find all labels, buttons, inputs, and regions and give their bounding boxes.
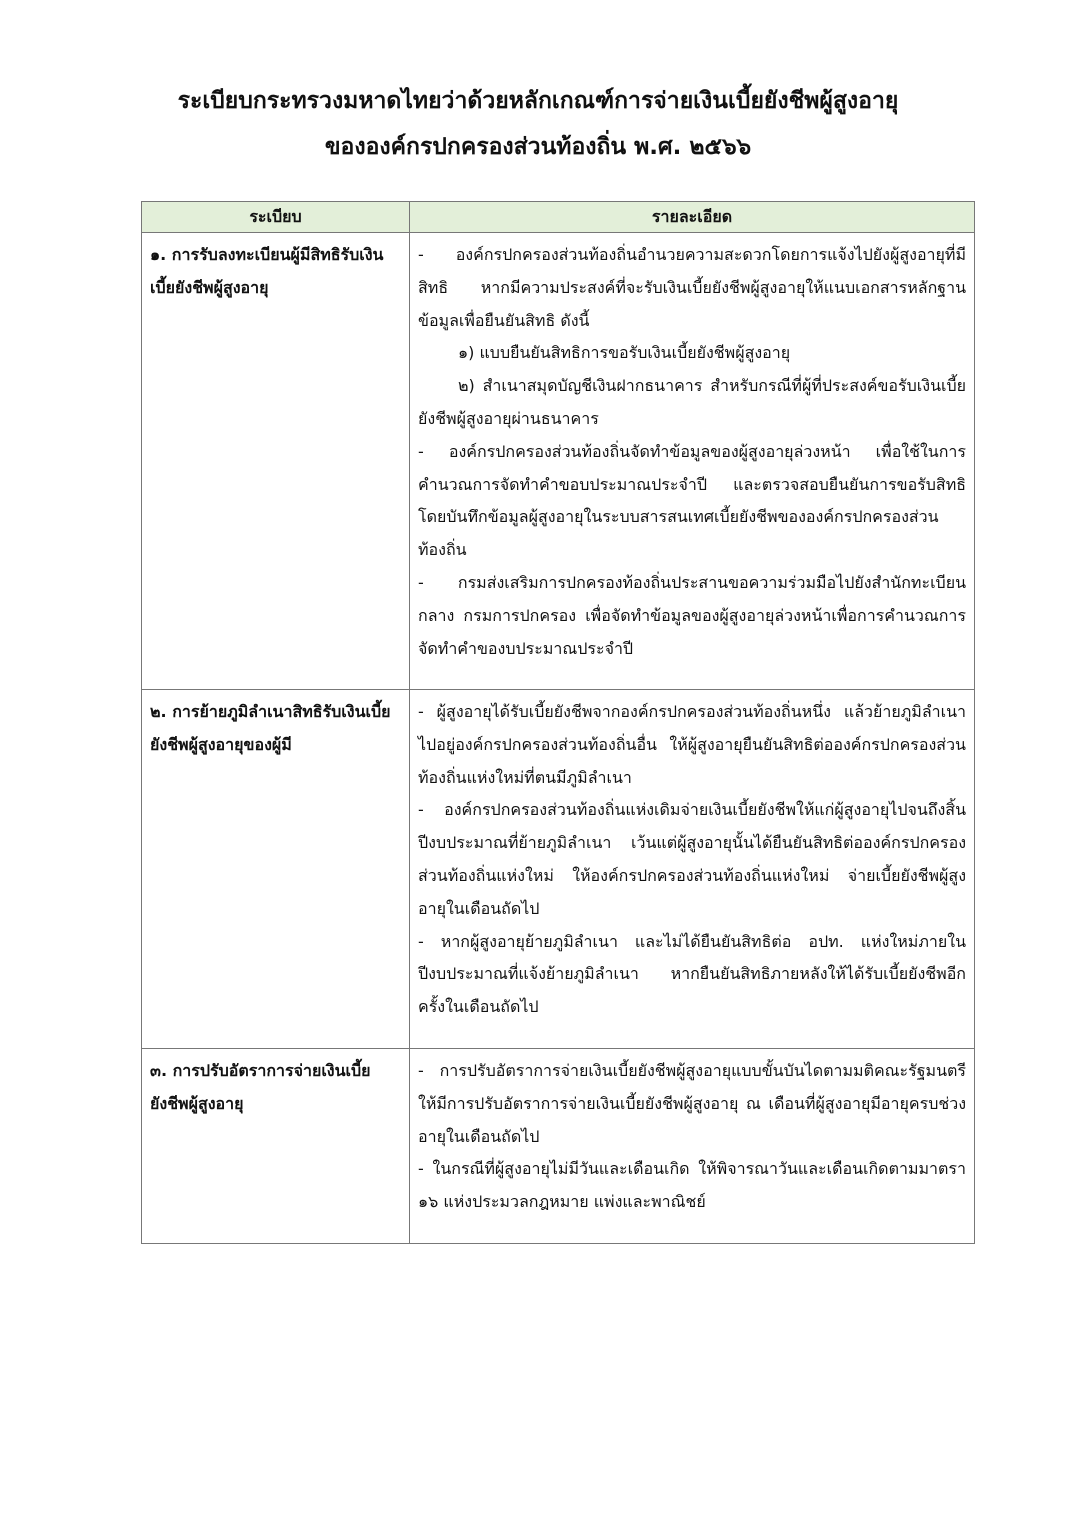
title-line-2: ขององค์กรปกครองส่วนท้องถิ่น พ.ศ. ๒๕๖๖	[324, 134, 752, 160]
table-row	[142, 233, 975, 690]
row-details	[410, 233, 975, 690]
table-header-row	[142, 202, 975, 233]
row-details	[410, 1049, 975, 1244]
detail-paragraph: - องค์กรปกครองส่วนท้องถิ่นอำนวยความสะดวกโดยการแจ้งไปยังผู้สูงอายุที่มีสิทธิ หากมีความประสงค์ที่จะรับเงินเบี้ยยังชีพผู้สูงอายุให้แนบเอกสารหลักฐานข้อมูลเพื่อยืนยันสิทธิ ดังนี้	[418, 245, 966, 330]
detail-paragraph: - ในกรณีที่ผู้สูงอายุไม่มีวันและเดือนเกิด ให้พิจารณาวันและเดือนเกิดตามมาตรา ๑๖ แห่งประมวลกฎหมาย แพ่งและพาณิชย์	[418, 1159, 966, 1212]
row-topic: ๓. การปรับอัตราการจ่ายเงินเบี้ยยังชีพผู้สูงอายุ	[142, 1049, 410, 1244]
header-regulation: ระเบียบ	[142, 202, 410, 233]
detail-paragraph: - การปรับอัตราการจ่ายเงินเบี้ยยังชีพผู้สูงอายุแบบขั้นบันไดตามมติคณะรัฐมนตรี ให้มีการปรับอัตราการจ่ายเงินเบี้ยยังชีพผู้สูงอายุ ณ เดือนที่ผู้สูงอายุมีอายุครบช่วงอายุในเดือนถัดไป	[418, 1061, 966, 1146]
detail-paragraph: - องค์กรปกครองส่วนท้องถิ่นจัดทำข้อมูลของผู้สูงอายุล่วงหน้า เพื่อใช้ในการคำนวณการจัดทำคำขอบประมาณประจำปี และตรวจสอบยืนยันการขอรับสิทธิโดยบันทึกข้อมูลผู้สูงอายุในระบบสารสนเทศเบี้ยยังชีพขององค์กรปกครองส่วนท้องถิ่น	[418, 441, 966, 560]
detail-paragraph: - กรมส่งเสริมการปกครองท้องถิ่นประสานขอความร่วมมือไปยังสำนักทะเบียนกลาง กรมการปกครอง เพื่อจัดทำข้อมูลของผู้สูงอายุล่วงหน้าเพื่อการคำนวณการจัดทำคำของบประมาณประจำปี	[418, 572, 966, 658]
row-topic: ๒. การย้ายภูมิลำเนาสิทธิรับเงินเบี้ยยังชีพผู้สูงอายุของผู้มี	[142, 690, 410, 1049]
row-details	[410, 690, 975, 1049]
table-row	[142, 690, 975, 1049]
document-title	[0, 78, 1076, 170]
detail-subitem: ๑) แบบยืนยันสิทธิการขอรับเงินเบี้ยยังชีพผู้สูงอายุ	[458, 343, 791, 363]
detail-paragraph: - หากผู้สูงอายุย้ายภูมิลำเนา และไม่ได้ยืนยันสิทธิต่อ อปท. แห่งใหม่ภายในปีงบประมาณที่แจ้งย้ายภูมิลำเนา หากยืนยันสิทธิภายหลังให้ได้รับเบี้ยยังชีพอีกครั้งในเดือนถัดไป	[418, 931, 966, 1017]
detail-paragraph: - องค์กรปกครองส่วนท้องถิ่นแห่งเดิมจ่ายเงินเบี้ยยังชีพให้แก่ผู้สูงอายุไปจนถึงสิ้นปีงบประมาณที่ย้ายภูมิลำเนา เว้นแต่ผู้สูงอายุนั้นได้ยืนยันสิทธิต่อองค์กรปกครองส่วนท้องถิ่นแห่งใหม่ ให้องค์กรปกครองส่วนท้องถิ่นแห่งใหม่ จ่ายเบี้ยยังชีพผู้สูงอายุในเดือนถัดไป	[418, 800, 966, 918]
header-details: รายละเอียด	[410, 202, 975, 233]
detail-subitem: ๒) สำเนาสมุดบัญชีเงินฝากธนาคาร สำหรับกรณีที่ผู้ที่ประสงค์ขอรับเงินเบี้ยยังชีพผู้สูงอายุผ่านธนาคาร	[418, 376, 966, 428]
detail-paragraph: - ผู้สูงอายุได้รับเบี้ยยังชีพจากองค์กรปกครองส่วนท้องถิ่นหนึ่ง แล้วย้ายภูมิลำเนาไปอยู่องค์กรปกครองส่วนท้องถิ่นอื่น ให้ผู้สูงอายุยืนยันสิทธิต่อองค์กรปกครองส่วนท้องถิ่นแห่งใหม่ที่ตนมีภูมิลำเนา	[418, 702, 966, 787]
title-line-1: ระเบียบกระทรวงมหาดไทยว่าด้วยหลักเกณฑ์การจ่ายเงินเบี้ยยังชีพผู้สูงอายุ	[177, 88, 899, 114]
table-row	[142, 1049, 975, 1244]
row-topic: ๑. การรับลงทะเบียนผู้มีสิทธิรับเงินเบี้ยยังชีพผู้สูงอายุ	[142, 233, 410, 690]
regulation-table	[141, 201, 975, 1244]
